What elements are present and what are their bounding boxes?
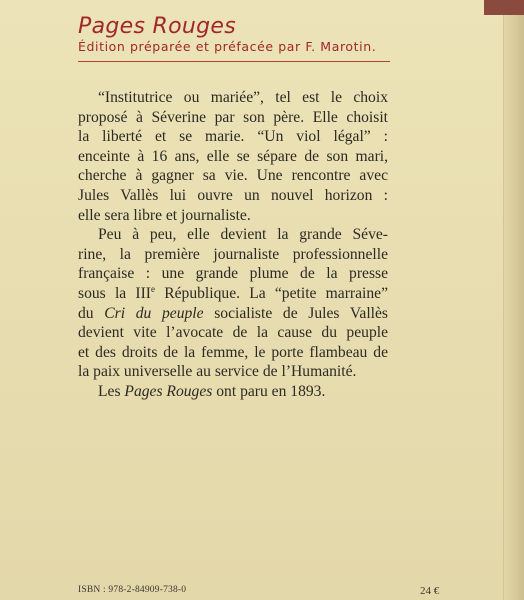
text-line: rine, la première journaliste professionnelle	[78, 245, 388, 263]
text-line	[78, 382, 388, 402]
text-fragment: du	[78, 304, 105, 322]
isbn-label: ISBN : 978-2-84909-738-0	[78, 585, 187, 595]
superscript: e	[151, 283, 155, 294]
text-line: la liberté et se marie. “Un viol légal” :	[78, 128, 388, 146]
header-rule	[78, 61, 390, 62]
text-line: elle sera libre et journaliste.	[78, 206, 251, 224]
paragraph-1	[78, 88, 388, 225]
paragraph-2	[78, 225, 388, 382]
corner-tab	[484, 0, 524, 15]
price-label: 24 €	[420, 585, 440, 597]
text-line: Jules Vallès lui ouvre un nouvel horizon :	[78, 186, 388, 204]
text-line: enceinte à 16 ans, elle se sépare de son mari,	[78, 147, 388, 165]
spine-edge	[503, 0, 524, 600]
text-line: proposé à Séverine par son père. Elle choisit	[78, 108, 388, 126]
book-subtitle: Édition préparée et préfacée par F. Marotin.	[78, 39, 377, 54]
book-title-italic: Pages Rouges	[124, 382, 213, 400]
blurb-text	[78, 88, 388, 402]
text-line: et des droits de la femme, le porte flambeau de	[78, 343, 388, 361]
text-fragment: Les	[98, 382, 125, 400]
text-line: cherche à gagner sa vie. Une rencontre avec	[78, 167, 388, 185]
newspaper-title: Cri du peuple	[104, 304, 204, 322]
text-fragment: République. La “petite marraine”	[155, 284, 388, 302]
text-fragment: sous la III	[78, 284, 151, 302]
text-line: française : une grande plume de la presse	[78, 265, 388, 283]
paragraph-3	[78, 382, 388, 402]
text-line: la paix universelle au service de l’Humanité.	[78, 363, 357, 381]
text-line: Peu à peu, elle devient la grande Séve-	[98, 226, 388, 244]
text-line	[78, 304, 388, 324]
text-line	[78, 284, 388, 304]
text-fragment: ont paru en 1893.	[212, 382, 326, 400]
book-title: Pages Rouges	[78, 14, 236, 39]
text-fragment: socialiste de Jules Vallès	[203, 304, 388, 322]
text-line: “Institutrice ou mariée”, tel est le choix	[98, 89, 388, 106]
text-line: devient vite l’avocate de la cause du peuple	[78, 324, 388, 342]
